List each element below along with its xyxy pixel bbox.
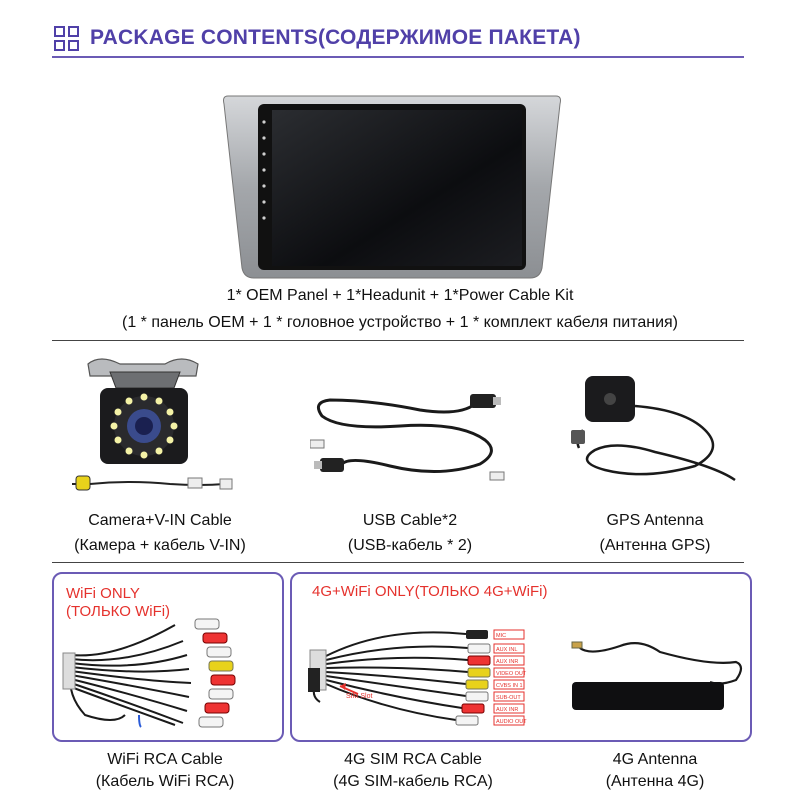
connector-label: VIDEO OUT	[496, 671, 527, 677]
connector-label: AUX INL	[496, 647, 518, 653]
wifi-only-label: WiFi ONLY	[66, 585, 140, 602]
4g-antenna-caption-en: 4G Antenna	[612, 751, 698, 768]
section-divider	[52, 562, 744, 563]
main-caption-ru: (1 * панель OEM + 1 * головное устройство + 1 * комплект кабеля питания)	[121, 314, 678, 331]
connector-label: AUX INR	[496, 659, 519, 665]
4g-rca-caption-en: 4G SIM RCA Cable	[344, 751, 482, 768]
connector-label: AUDIO OUT	[496, 719, 527, 725]
4g-sim-rca-cable-image	[296, 606, 550, 734]
camera-image	[70, 350, 250, 500]
usb-caption-en: USB Cable*2	[362, 512, 458, 529]
gps-caption-en: GPS Antenna	[606, 512, 704, 529]
title-underline	[52, 56, 744, 58]
car-headunit-panel-image	[220, 92, 565, 284]
usb-cable-image	[310, 380, 505, 490]
4g-wifi-label: 4G+WiFi ONLY(ТОЛЬКО 4G+WiFi)	[312, 583, 548, 600]
section-divider	[52, 340, 744, 341]
connector-label: MIC	[496, 633, 507, 639]
usb-caption-ru: (USB-кабель * 2)	[347, 537, 473, 554]
gps-antenna-image	[565, 370, 750, 500]
main-caption-en: 1* OEM Panel + 1*Headunit + 1*Power Cable Kit	[226, 287, 574, 304]
wifi-rca-caption-en: WiFi RCA Cable	[107, 751, 223, 768]
gps-caption-ru: (Антенна GPS)	[599, 537, 711, 554]
sim-slot-label: SIM Slot	[346, 693, 373, 700]
connector-label: CVBS IN 1	[496, 683, 523, 689]
4g-rca-caption-ru: (4G SIM-кабель RCA)	[333, 773, 493, 790]
connector-label: AUX INR	[496, 707, 519, 713]
wifi-only-label-ru: (ТОЛЬКО WiFi)	[66, 603, 171, 620]
connector-label: SUB-OUT	[496, 695, 521, 701]
camera-caption-ru: (Камера + кабель V-IN)	[74, 537, 246, 554]
camera-caption-en: Camera+V-IN Cable	[88, 512, 232, 529]
4g-antenna-caption-ru: (Антенна 4G)	[605, 773, 705, 790]
wifi-rca-cable-image	[55, 615, 277, 733]
wifi-rca-caption-ru: (Кабель WiFi RCA)	[95, 773, 235, 790]
page-title: PACKAGE CONTENTS(СОДЕРЖИМОЕ ПАКЕТА)	[90, 26, 581, 49]
4g-antenna-image	[560, 626, 746, 722]
grid-squares-icon	[54, 26, 80, 52]
